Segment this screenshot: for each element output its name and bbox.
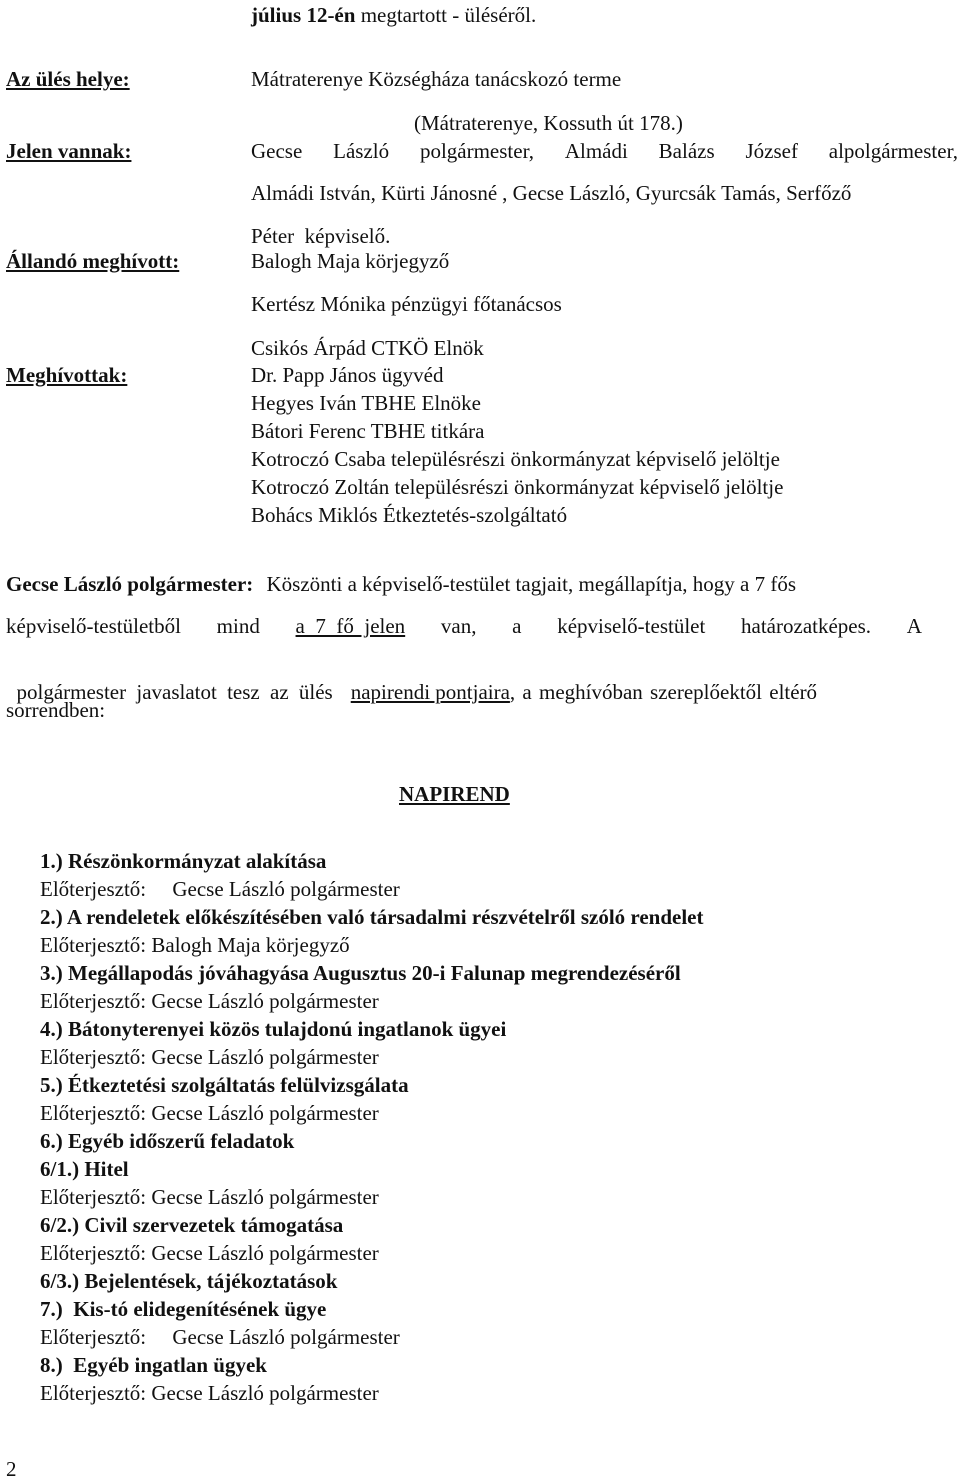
agenda-item-presenter: Előterjesztő: Gecse László polgármester xyxy=(40,1325,400,1349)
agenda-item-presenter: Előterjesztő: Gecse László polgármester xyxy=(40,1185,379,1209)
agenda-points-link-text: napirendi pontjaira xyxy=(350,680,510,704)
permanent-line-1: Balogh Maja körjegyző xyxy=(251,249,450,273)
label-venue: Az ülés helye: xyxy=(6,67,130,91)
invited-item: Bohács Miklós Étkeztetés-szolgáltató xyxy=(251,503,568,527)
text: , a meghívóban szereplőektől eltérő xyxy=(509,680,818,704)
agenda-item-title: 3.) Megállapodás jóváhagyása Augusztus 20-i Falunap megrendezéséről xyxy=(40,961,681,985)
agenda-title: NAPIREND xyxy=(399,782,510,806)
agenda-item-title: 6/1.) Hitel xyxy=(40,1157,129,1181)
word: Kürti xyxy=(381,181,426,205)
text: polgármester javaslatot tesz az ülés xyxy=(16,680,333,704)
present-line-2 xyxy=(251,181,851,205)
agenda-item-presenter: Előterjesztő: Gecse László polgármester xyxy=(40,1101,379,1125)
header-rest: megtartott - üléséről. xyxy=(355,3,537,27)
word: Gecse xyxy=(512,181,564,205)
text: határozatképes. xyxy=(741,614,872,638)
agenda-item-title: 8.) Egyéb ingatlan ügyek xyxy=(40,1353,267,1377)
agenda-item-title: 2.) A rendeletek előkészítésében való társadalmi részvételről szóló rendelet xyxy=(40,905,704,929)
invited-item: Bátori Ferenc TBHE titkára xyxy=(251,419,485,443)
present-line-1 xyxy=(251,139,958,163)
header-line xyxy=(251,3,536,27)
invited-item: Dr. Papp János ügyvéd xyxy=(251,363,444,387)
word: Balázs xyxy=(658,139,715,163)
invited-item: Kotroczó Zoltán településrészi önkormányzat képviselő jelöltje xyxy=(251,475,784,499)
agenda-item-presenter: Előterjesztő: Gecse László polgármester xyxy=(40,877,400,901)
agenda-item-presenter: Előterjesztő: Gecse László polgármester xyxy=(40,1381,379,1405)
word: Almádi xyxy=(251,181,314,205)
word: István, xyxy=(319,181,376,205)
venue-line-1: Mátraterenye Községháza tanácskozó terme xyxy=(251,67,622,91)
underlined-text: a 7 fő jelen xyxy=(295,614,406,638)
agenda-item-title: 5.) Étkeztetési szolgáltatás felülvizsgálata xyxy=(40,1073,409,1097)
opening-text: Köszönti a képviselő-testület tagjait, megállapítja, hogy a 7 fős xyxy=(266,572,797,596)
page-number: 2 xyxy=(6,1457,17,1481)
word: , xyxy=(502,181,508,205)
word: Serfőző xyxy=(786,181,852,205)
word: László xyxy=(333,139,390,163)
speaker: Gecse László polgármester: xyxy=(6,572,254,596)
agenda-item-presenter: Előterjesztő: Gecse László polgármester xyxy=(40,1241,379,1265)
word: polgármester, xyxy=(419,139,534,163)
invited-item: Csikós Árpád CTKÖ Elnök xyxy=(251,336,484,360)
agenda-item-presenter: Előterjesztő: Balogh Maja körjegyző xyxy=(40,933,350,957)
permanent-line-2: Kertész Mónika pénzügyi főtanácsos xyxy=(251,292,562,316)
agenda-item-title: 6/3.) Bejelentések, tájékoztatások xyxy=(40,1269,338,1293)
text: A xyxy=(906,614,922,638)
word: Gyurcsák xyxy=(635,181,717,205)
present-line-3: Péter képviselő. xyxy=(251,224,391,248)
label-present: Jelen vannak: xyxy=(6,139,132,163)
agenda-item-title: 1.) Részönkormányzat alakítása xyxy=(40,849,327,873)
text: mind xyxy=(216,614,260,638)
opening-line-1 xyxy=(6,572,796,596)
invited-item: Hegyes Iván TBHE Elnöke xyxy=(251,391,481,415)
meeting-date: július 12-én xyxy=(251,3,356,27)
text: képviselő-testületből xyxy=(6,614,181,638)
word: Tamás, xyxy=(721,181,781,205)
word: László, xyxy=(569,181,631,205)
agenda-item-presenter: Előterjesztő: Gecse László polgármester xyxy=(40,1045,379,1069)
opening-line-4: sorrendben: xyxy=(6,698,106,722)
opening-line-2 xyxy=(6,614,922,638)
word: József xyxy=(745,139,798,163)
agenda-item-presenter: Előterjesztő: Gecse László polgármester xyxy=(40,989,379,1013)
word: alpolgármester, xyxy=(828,139,958,163)
agenda-item-title: 4.) Bátonyterenyei közös tulajdonú ingatlanok ügyei xyxy=(40,1017,507,1041)
opening-line-3 xyxy=(6,656,922,704)
text: van, xyxy=(440,614,477,638)
label-invited: Meghívottak: xyxy=(6,363,128,387)
label-permanent-invitee: Állandó meghívott: xyxy=(6,249,180,273)
text: képviselő-testület xyxy=(557,614,706,638)
word: Almádi xyxy=(564,139,628,163)
agenda-item-title: 6.) Egyéb időszerű feladatok xyxy=(40,1129,295,1153)
word: Jánosné xyxy=(430,181,498,205)
agenda-item-title: 6/2.) Civil szervezetek támogatása xyxy=(40,1213,344,1237)
invited-item: Kotroczó Csaba településrészi önkormányzat képviselő jelöltje xyxy=(251,447,780,471)
venue-line-2: (Mátraterenye, Kossuth út 178.) xyxy=(414,111,683,135)
agenda-item-title: 7.) Kis-tó elidegenítésének ügye xyxy=(40,1297,327,1321)
word: Gecse xyxy=(251,139,303,163)
text: a xyxy=(512,614,522,638)
